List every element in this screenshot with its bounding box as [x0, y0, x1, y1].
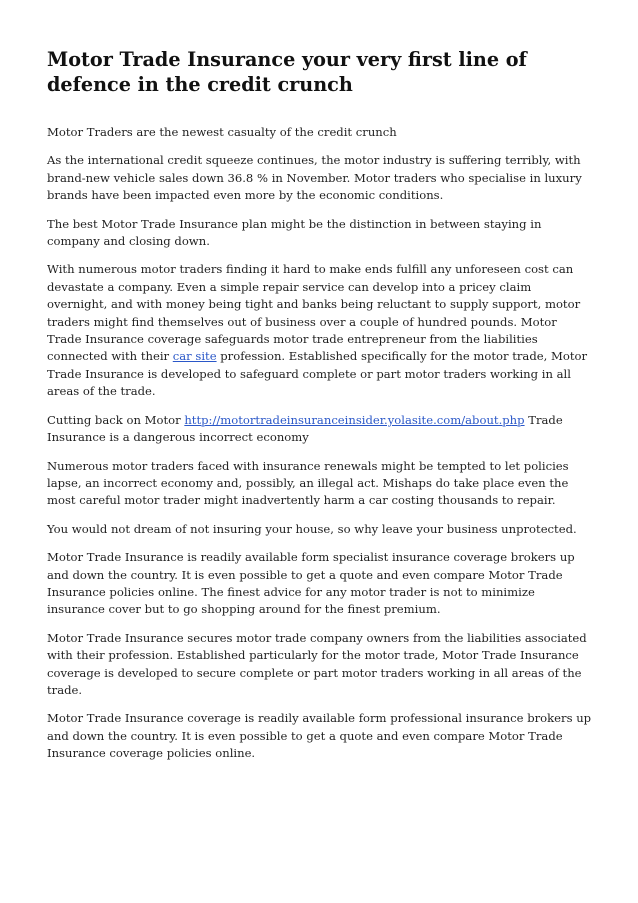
paragraph-best-plan: The best Motor Trade Insurance plan might be the distinction in between staying in company and closing down. — [47, 216, 542, 249]
car-site-link[interactable]: car site — [172, 349, 217, 364]
document-title: Motor Trade Insurance your very first line of defence in the credit crunch — [47, 48, 527, 96]
paragraph-professional-brokers: Motor Trade Insurance coverage is readily available form professional insurance brokers up and down the country. It is even possible to get a quote and even compare Motor Trade Insurance coverage policies online. — [47, 711, 592, 761]
paragraph-cutting-back — [47, 412, 593, 447]
paragraph-text-segment: profession. Established specifically for the motor trade, Motor Trade Insurance is developed to safeguard complete or part motor traders working in all areas of the trade. — [47, 349, 588, 399]
paragraph-text-segment: Cutting back on Motor — [47, 412, 185, 427]
paragraph-text-segment: Trade Insurance is a dangerous incorrect economy — [47, 412, 563, 445]
paragraph-credit-squeeze: As the international credit squeeze continues, the motor industry is suffering terribly, with brand-new vehicle sales down 36.8 % in November. Motor traders who specialise in luxury brands have been impacted even more by the economic conditions. — [47, 153, 582, 203]
paragraph-house-analogy: You would not dream of not insuring your house, so why leave your business unprotected. — [47, 521, 577, 536]
paragraph-text-segment: With numerous motor traders finding it hard to make ends fulfill any unforeseen cost can devastate a company. Even a simple repair service can develop into a pricey claim overnight, and with money being tight and banks being reluctant to supply support, motor traders might find themselves out of business over a couple of hundred pounds. Motor Trade Insurance coverage safeguards motor trade entrepreneur from the liabilities connected with their — [47, 262, 581, 364]
document-page — [47, 48, 593, 774]
paragraph-intro: Motor Traders are the newest casualty of the credit crunch — [47, 125, 397, 139]
about-page-link[interactable]: http://motortradeinsuranceinsider.yolasite.com/about.php — [184, 412, 525, 427]
paragraph-traders-struggling — [47, 261, 593, 400]
paragraph-secures-owners: Motor Trade Insurance secures motor trade company owners from the liabilities associated with their profession. Established particularly for the motor trade, Motor Trade Insurance coverage is developed to secure complete or part motor traders working in all areas of the trade. — [47, 630, 587, 697]
paragraph-renewals: Numerous motor traders faced with insurance renewals might be tempted to let policies lapse, an incorrect economy and, possibly, an illegal act. Mishaps do take place even the most careful motor trader might inadvertently harm a car costing thousands to repair. — [47, 458, 569, 508]
paragraph-specialist-brokers: Motor Trade Insurance is readily available form specialist insurance coverage brokers up and down the country. It is even possible to get a quote and even compare Motor Trade Insurance policies online. The finest advice for any motor trader is not to minimize insurance cover but to go shopping around for the finest premium. — [47, 550, 575, 617]
